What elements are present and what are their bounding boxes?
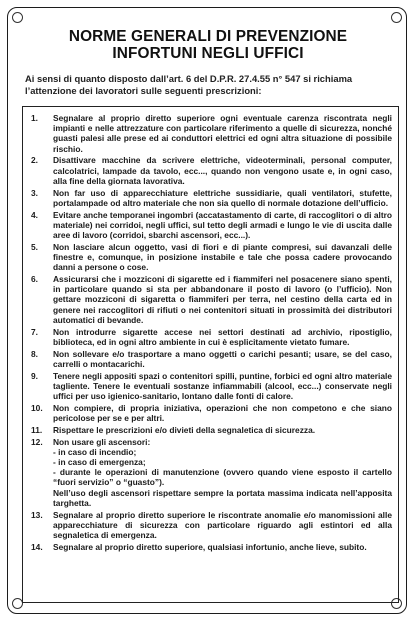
rules-list (23, 107, 398, 552)
rule-number: 6. (31, 274, 38, 285)
rule-number: 5. (31, 241, 38, 252)
mounting-hole-icon (391, 12, 402, 23)
sign-title (14, 28, 402, 62)
rule-number: 1. (31, 113, 38, 123)
rule-item (31, 155, 392, 186)
rule-text: Segnalare al proprio diretto superiore le riscontrate anomalie e/o manomissioni alle apparecchiature di sicurezza con particolare riguardo agli estintori ed alla segnaletica di emergenza. (53, 509, 392, 541)
rule-number: 13. (31, 509, 43, 520)
rule-number: 7. (31, 326, 38, 337)
rule-number: 11. (31, 424, 43, 435)
rule-subline: - in caso di emergenza; (53, 457, 146, 468)
rule-item (31, 327, 392, 347)
rule-text: Non lasciare alcun oggetto, vasi di fiori e di piante compresi, sui davanzali delle finestre e, comunque, in posizione instabile e tale che possa cadere provocando danni a persone o cose. (53, 241, 392, 273)
rule-text: Non far uso di apparecchiature elettriche sussidiarie, quali ventilatori, stufette, portalampade od altro materiale che non sia quello di normale dotazione dell’ufficio. (53, 187, 392, 208)
rule-item (31, 188, 392, 208)
rule-text: Non compiere, di propria iniziativa, operazioni che non competono e che siano pericolose per se e per altri. (53, 402, 392, 424)
rule-item (31, 425, 392, 435)
rule-item (31, 403, 392, 423)
rule-number: 14. (31, 541, 43, 552)
rule-text: Evitare anche temporanei ingombri (accatastamento di carte, di raccoglitori o di altro materiale) nei corridoi, negli uffici, sul tetto degli armadi e lungo le vie di uscita dalle aree di lavoro (corridoi, sbarchi ascensori, ecc...). (53, 209, 392, 241)
rule-number: 3. (31, 187, 38, 198)
rule-number: 10. (31, 402, 43, 413)
rule-text: Non sollevare e/o trasportare a mano oggetti o carichi pesanti; usare, se del caso, carrelli o montacarichi. (53, 348, 392, 369)
rule-item (31, 371, 392, 402)
rule-item (31, 437, 392, 508)
rule-item (31, 349, 392, 369)
rule-number: 2. (31, 155, 38, 166)
rule-item (31, 542, 392, 552)
sign-title-line: NORME GENERALI DI PREVENZIONE (68, 28, 348, 45)
rule-subline: - in caso di incendio; (53, 446, 137, 457)
intro-line: Ai sensi di quanto disposto dall’art. 6 del D.P.R. 27.4.55 n° 547 si richiama (25, 73, 353, 84)
rule-number: 12. (31, 436, 43, 447)
rule-text: Rispettare le prescrizioni e/o divieti della segnaletica di sicurezza. (53, 424, 316, 435)
rules-box (22, 106, 399, 603)
rule-subline: Non usare gli ascensori: (53, 436, 151, 447)
rule-number: 4. (31, 209, 38, 220)
rule-item (31, 113, 392, 154)
intro-text (25, 73, 394, 96)
rule-text (53, 437, 392, 508)
rule-item (31, 242, 392, 273)
rule-number: 8. (31, 348, 38, 359)
sign-title-line: INFORTUNI NEGLI UFFICI (112, 45, 304, 62)
rule-text: Non introdurre sigarette accese nei settori destinati ad archivio, ripostiglio, biblioteca, ed in ogni altro ambiente in cui è esplicitamente vietato fumare. (53, 326, 392, 347)
mounting-hole-icon (12, 12, 23, 23)
rule-subline: Nell’uso degli ascensori rispettare sempre la portata massima indicata nell’apposita targhetta. (53, 487, 392, 508)
intro-line: l’attenzione dei lavoratori sulle seguenti prescrizioni: (25, 84, 262, 96)
rule-text: Segnalare al proprio diretto superiore ogni eventuale carenza riscontrata negli impianti e nelle attrezzature con particolare riferimento a quelle di sicurezza, nonché guasti palesi alle prese ed ai conduttori elettrici ed ogni altra situazione di possibile rischio. (53, 113, 392, 154)
rule-number: 9. (31, 370, 38, 381)
rule-item (31, 274, 392, 325)
rule-text: Assicurarsi che i mozziconi di sigarette ed i fiammiferi nel posacenere siano spenti, in particolare quando si sta per abbandonare il posto di lavoro (o l’ufficio). Non gettare mozziconi di sigaretta o fiammiferi per terra, nel cestino della carta ed in genere nei raccoglitori di rifiuti o nei contenitori situati in prossimità dei distributori automatici di bevande. (53, 274, 392, 325)
rule-text: Disattivare macchine da scrivere elettriche, videoterminali, personal computer, calcolatrici, lampade da tavolo, ecc..., quando non vengono usate e, in ogni caso, alla fine della giornata lavorativa. (53, 155, 392, 186)
rule-text: Segnalare al proprio diretto superiore, qualsiasi infortunio, anche lieve, subito. (53, 541, 367, 552)
rule-subline: - durante le operazioni di manutenzione (ovvero quando viene esposto il cartello “fuori servizio” o “guasto”). (53, 467, 392, 488)
rule-item (31, 210, 392, 241)
rule-item (31, 510, 392, 541)
rule-text: Tenere negli appositi spazi o contenitori spilli, puntine, forbici ed ogni altro materiale tagliente. Tenere le eventuali sostanze infiammabili (alcool, ecc...) conservate negli uffici per uso igienico-sanitario, lontano dalle fonti di calore. (53, 370, 392, 402)
